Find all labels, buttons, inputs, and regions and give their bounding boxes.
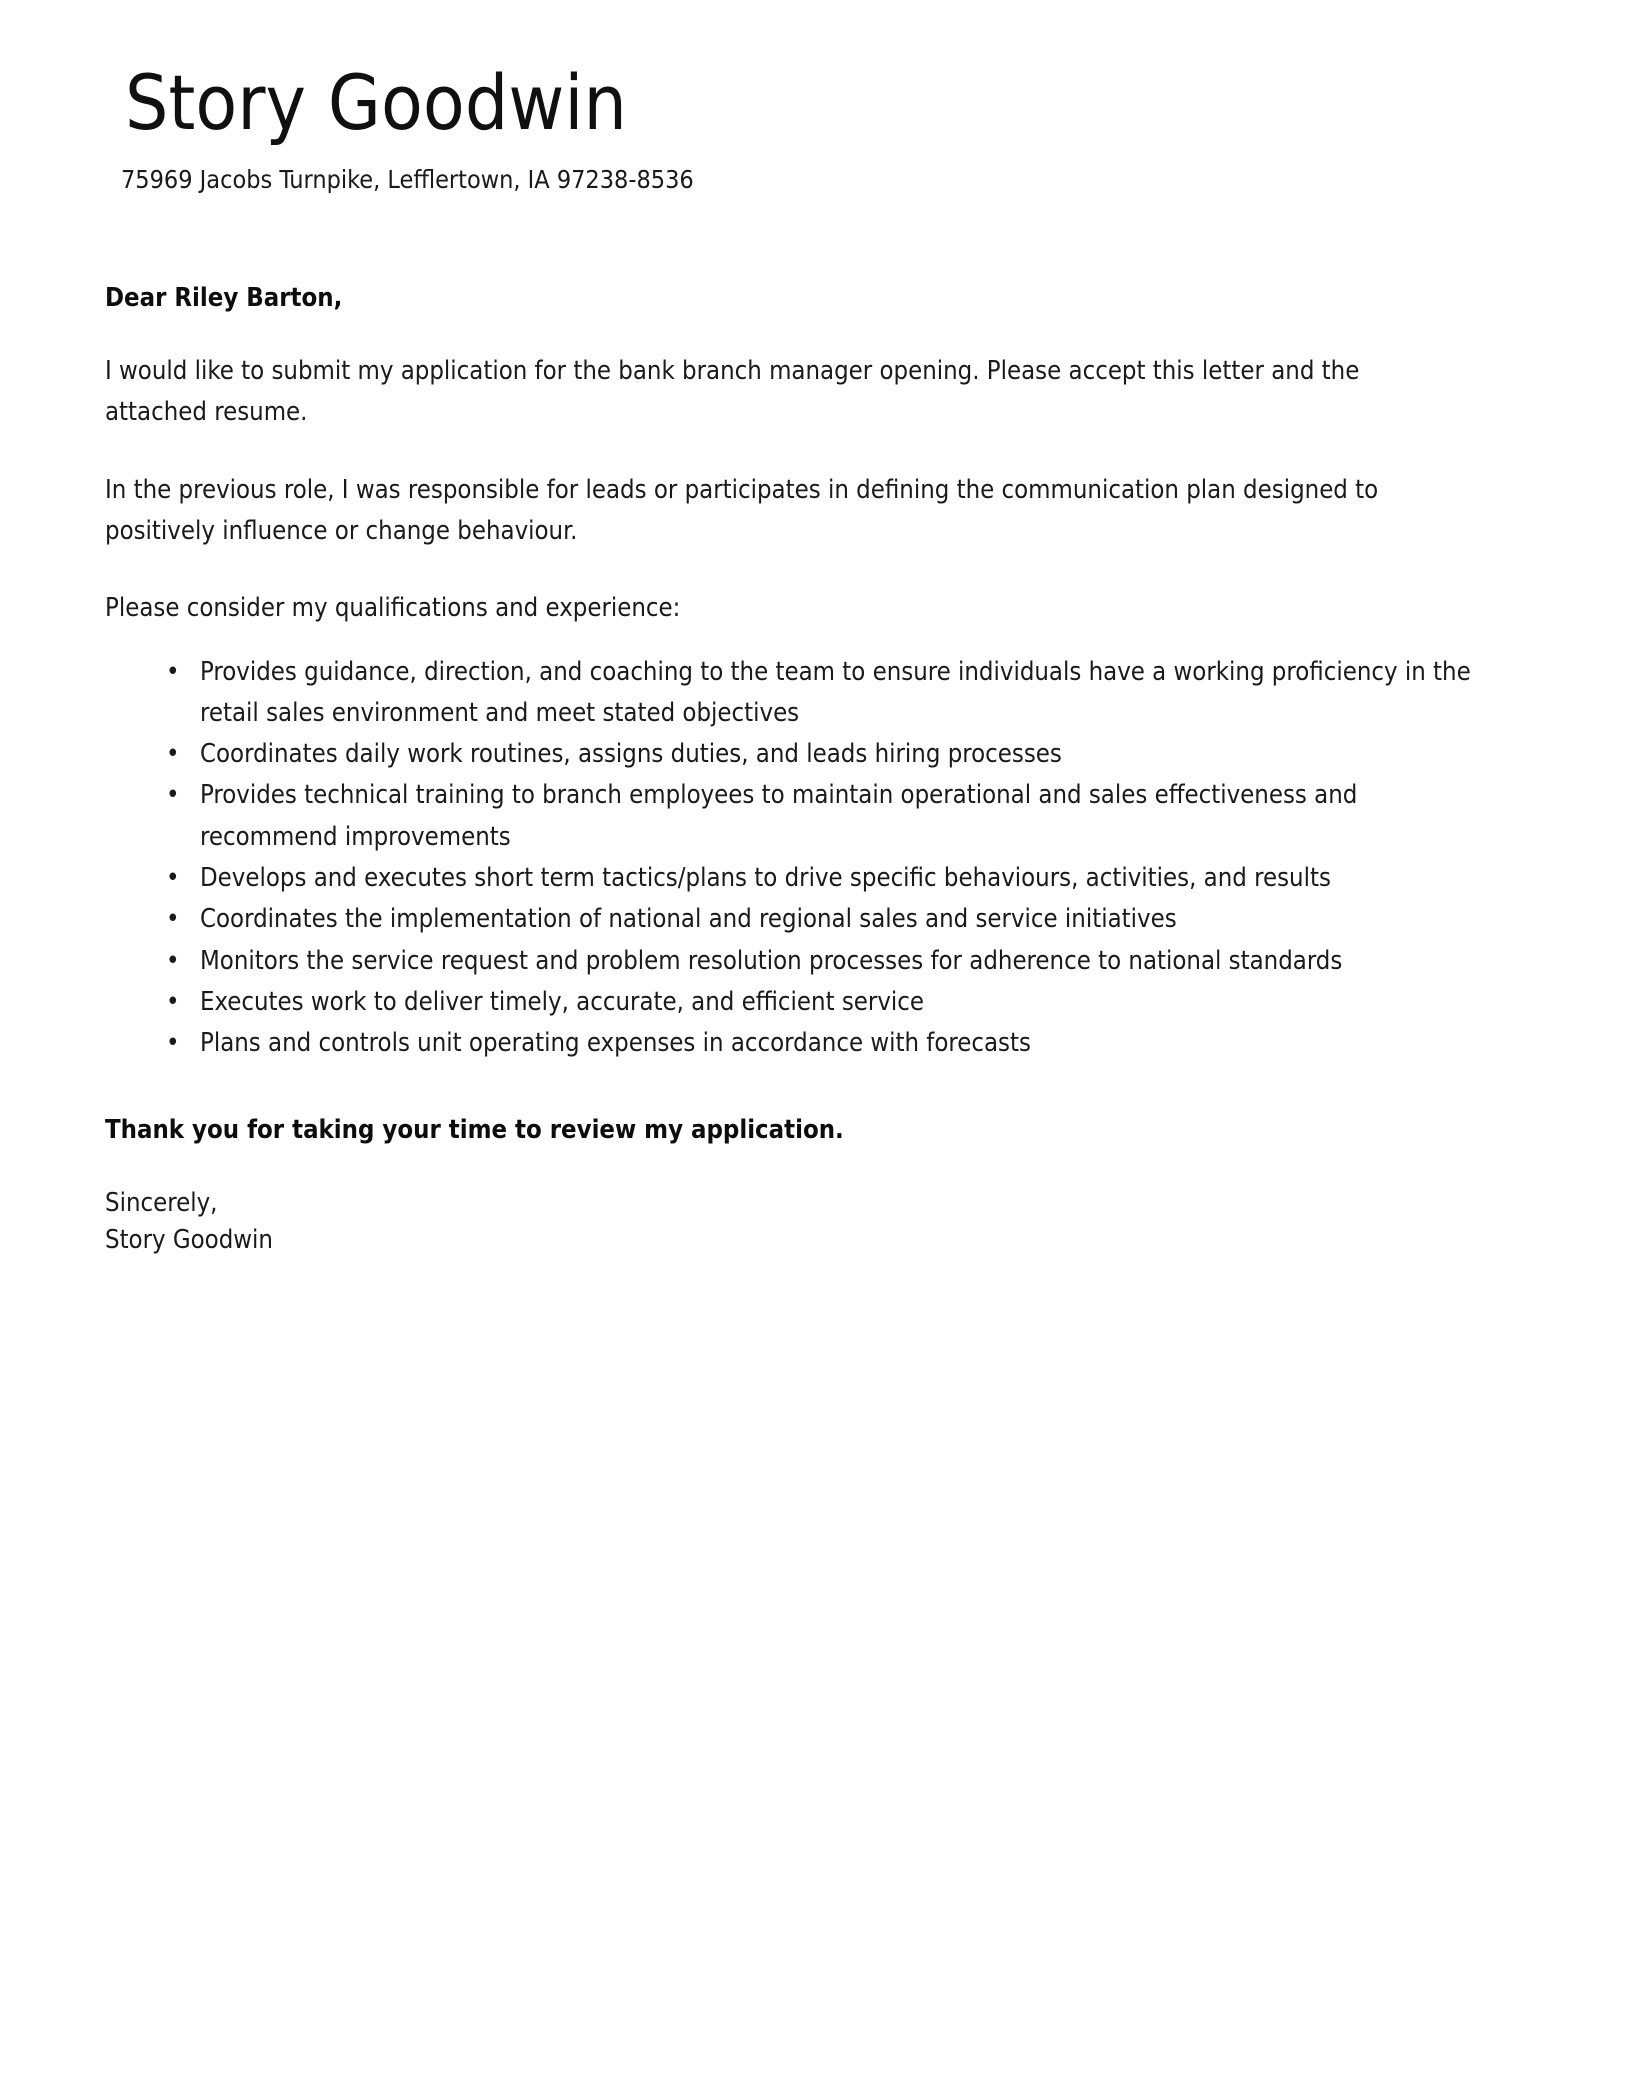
signoff-closing: Sincerely,: [105, 1188, 218, 1219]
body-paragraph-2: In the previous role, I was responsible for leads or participates in defining the communication plan designed to positively influence or change behaviour.: [105, 474, 1379, 546]
signoff-name: Story Goodwin: [105, 1225, 273, 1256]
bullet-icon: •: [166, 904, 180, 935]
list-item: [152, 652, 1482, 735]
bullet-icon: •: [166, 739, 180, 770]
list-item: [152, 775, 1482, 858]
bullet-icon: •: [166, 986, 180, 1017]
page-title: Story Goodwin: [125, 58, 627, 147]
bullet-icon: •: [166, 1028, 180, 1059]
list-item: [152, 858, 1482, 899]
list-item-label: Coordinates daily work routines, assigns duties, and leads hiring processes: [200, 739, 1062, 770]
list-item-label: Provides technical training to branch employees to maintain operational and sales effectiveness and recommend improvements: [200, 780, 1358, 852]
list-item-label: Provides guidance, direction, and coaching to the team to ensure individuals have a working proficiency in the retail sales environment and meet stated objectives: [200, 656, 1471, 728]
signature-block: [105, 1185, 1444, 1259]
letter-content: [104, 60, 1528, 1259]
list-item: [152, 941, 1482, 982]
bullet-icon: •: [166, 780, 180, 811]
list-item: [152, 899, 1482, 940]
list-item: [152, 982, 1482, 1023]
closing-thanks: Thank you for taking your time to review my application.: [105, 1115, 844, 1146]
list-item-label: Executes work to deliver timely, accurate, and efficient service: [200, 986, 925, 1017]
qualifications-list: [104, 652, 1471, 1065]
sender-address: 75969 Jacobs Turnpike, Lefflertown, IA 97238-8536: [121, 165, 694, 195]
list-item: [152, 734, 1482, 775]
list-item-label: Coordinates the implementation of national and regional sales and service initiatives: [200, 904, 1177, 935]
body-paragraph-3: Please consider my qualifications and experience:: [105, 593, 681, 624]
list-item-label: Monitors the service request and problem resolution processes for adherence to national standards: [200, 945, 1343, 976]
bullet-icon: •: [166, 863, 180, 893]
body-paragraph-1: I would like to submit my application for the bank branch manager opening. Please accept this letter and the attached resume.: [105, 356, 1360, 428]
list-item: [152, 1023, 1482, 1064]
bullet-icon: •: [166, 656, 180, 687]
salutation: Dear Riley Barton,: [105, 282, 343, 313]
letter-body: [104, 281, 1471, 1260]
bullet-icon: •: [166, 945, 180, 976]
list-item-label: Develops and executes short term tactics/plans to drive specific behaviours, activities, and results: [200, 863, 1331, 893]
list-item-label: Plans and controls unit operating expenses in accordance with forecasts: [200, 1028, 1031, 1059]
